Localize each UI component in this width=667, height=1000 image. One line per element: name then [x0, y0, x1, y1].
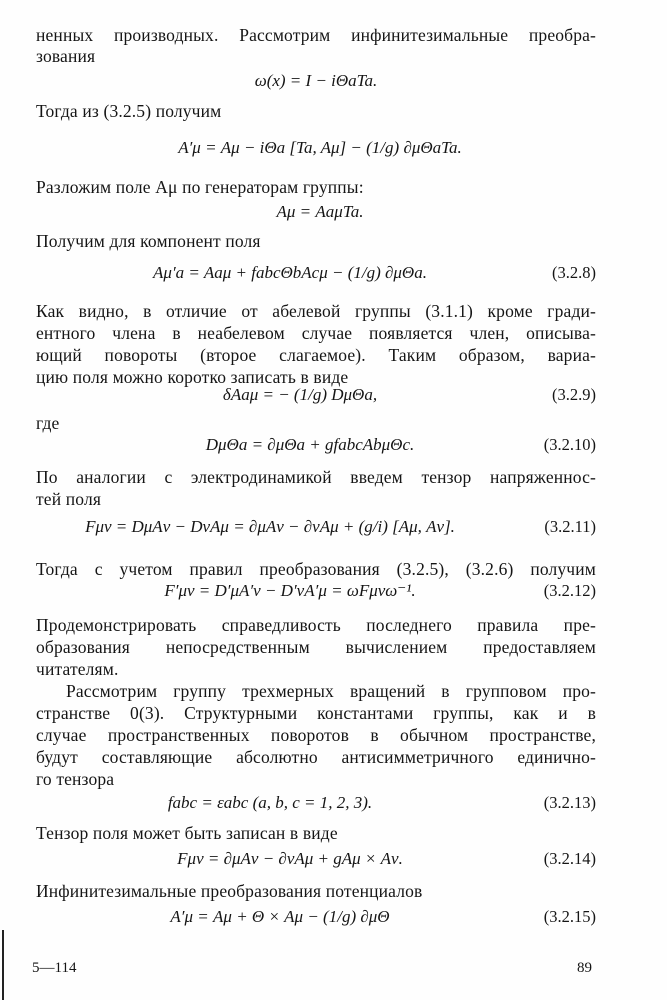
text-line: Инфинитезимальные преобразования потенциалов [36, 881, 423, 901]
equation: DμΘa = ∂μΘa + gfabcAbμΘc. [205, 435, 415, 454]
equation: fabc = εabc (a, b, c = 1, 2, 3). [167, 793, 373, 812]
page-number: 89 [577, 960, 592, 976]
equation-number: (3.2.9) [552, 385, 596, 404]
text-line: ющий повороты (второе слагаемое). Таким образом, вариа- [36, 345, 596, 365]
text-line: Продемонстрировать справедливость последнего правила пре- [36, 615, 596, 635]
equation: A′μ = Aμ − iΘa [Ta, Aμ] − (1/g) ∂μΘaTa. [178, 138, 462, 157]
equation: Fμν = DμAν − DνAμ = ∂μAν − ∂νAμ + (g/i) [Aμ, Aν]. [85, 517, 455, 536]
equation-number: (3.2.15) [543, 907, 596, 926]
text-line: читателям. [36, 659, 119, 679]
equation-number: (3.2.13) [543, 793, 596, 812]
text-line: тей поля [36, 489, 102, 509]
text-line: зования [36, 46, 96, 66]
signature-mark: 5—114 [32, 960, 77, 976]
text-line: По аналогии с электродинамикой введем тензор напряженнос- [36, 467, 596, 487]
text-line: Рассмотрим группу трехмерных вращений в групповом про- [66, 681, 596, 701]
text-line: ненных производных. Рассмотрим инфинитезимальные преобра- [36, 25, 596, 45]
text-line: Получим для компонент поля [36, 231, 261, 251]
equation-number: (3.2.10) [543, 435, 596, 454]
text-line: го тензора [36, 769, 115, 789]
text-line: ентного члена в неабелевом случае появляется член, описыва- [36, 323, 596, 343]
scan-edge-mark [2, 930, 4, 1000]
text-line: случае пространственных поворотов в обычном пространстве, [36, 725, 596, 745]
text-line: странстве 0(3). Структурными константами группы, как и в [36, 703, 596, 723]
equation: Fμν = ∂μAν − ∂νAμ + gAμ × Aν. [177, 849, 403, 868]
text-line: где [36, 413, 60, 433]
equation: A′μ = Aμ + Θ × Aμ − (1/g) ∂μΘ [170, 907, 390, 926]
text-line: будут составляющие абсолютно антисимметричного единично- [36, 747, 596, 767]
equation-number: (3.2.8) [552, 263, 596, 282]
text-line: Разложим поле Aμ по генераторам группы: [36, 177, 364, 197]
equation: ω(x) = I − iΘaTa. [254, 71, 378, 90]
equation-number: (3.2.11) [544, 517, 596, 536]
text-line: Тогда с учетом правил преобразования (3.2.5), (3.2.6) получим [36, 559, 596, 579]
text-line: Тогда из (3.2.5) получим [36, 101, 222, 121]
equation-number: (3.2.14) [543, 849, 596, 868]
text-line: цию поля можно коротко записать в виде [36, 367, 349, 387]
equation: Aμ = AaμTa. [276, 202, 364, 221]
equation: F′μν = D′μA′ν − D′νA′μ = ωFμνω⁻¹. [164, 581, 416, 600]
equation: δAaμ = − (1/g) DμΘa, [222, 385, 378, 404]
text-line: Тензор поля может быть записан в виде [36, 823, 338, 843]
text-line: Как видно, в отличие от абелевой группы (3.1.1) кроме гради- [36, 301, 596, 321]
equation-number: (3.2.12) [543, 581, 596, 600]
equation: Aμ′a = Aaμ + fabcΘbAcμ − (1/g) ∂μΘa. [153, 263, 427, 282]
text-line: образования непосредственным вычислением предоставляем [36, 637, 596, 657]
